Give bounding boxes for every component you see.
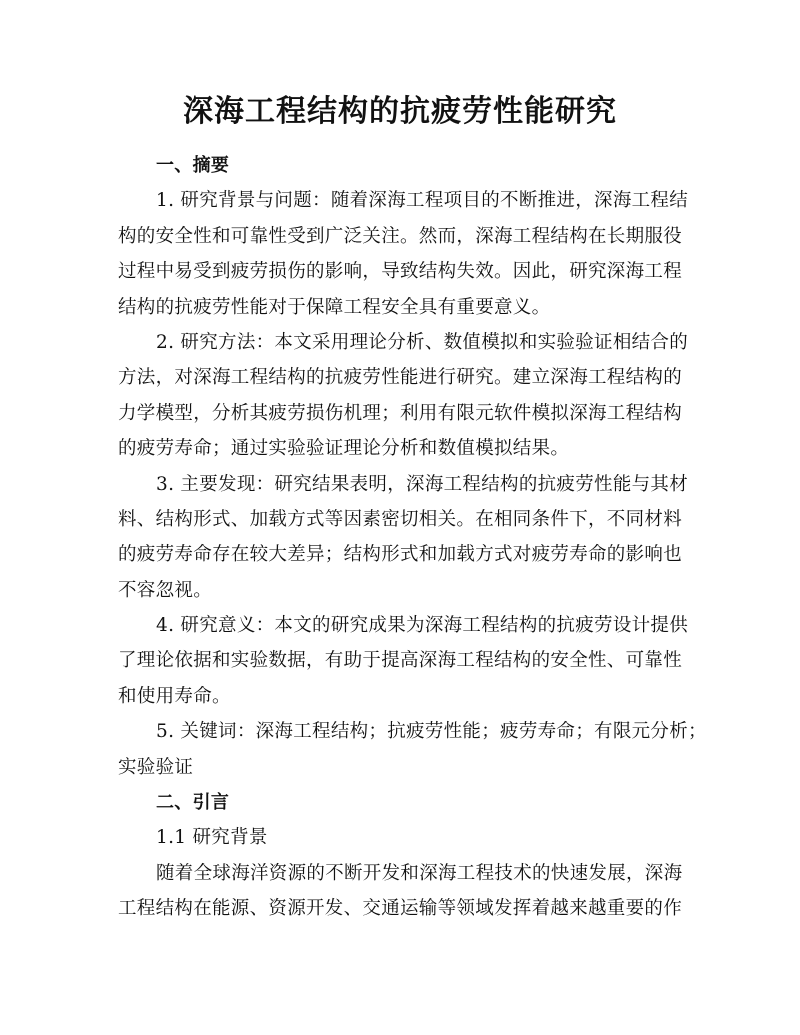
paragraph-line: 和使用寿命。: [118, 685, 231, 707]
paragraph-line: 5. 关键词：深海工程结构；抗疲劳性能；疲劳寿命；有限元分析；: [156, 721, 707, 743]
paragraph-line: 了理论依据和实验数据，有助于提高深海工程结构的安全性、可靠性: [118, 650, 683, 672]
subsection-heading: 1.1 研究背景: [156, 827, 268, 849]
paragraph-line: 实验验证: [118, 756, 194, 778]
paragraph-line: 1. 研究背景与问题：随着深海工程项目的不断推进，深海工程结: [156, 190, 689, 212]
section-heading-introduction: 二、引言: [156, 792, 230, 814]
paragraph-line: 力学模型，分析其疲劳损伤机理；利用有限元软件模拟深海工程结构: [118, 402, 683, 424]
section-heading-abstract: 一、摘要: [156, 155, 230, 176]
paragraph-line: 工程结构在能源、资源开发、交通运输等领域发挥着越来越重要的作: [118, 898, 683, 920]
paragraph-line: 方法，对深海工程结构的抗疲劳性能进行研究。建立深海工程结构的: [118, 367, 683, 389]
paragraph-line: 的疲劳寿命；通过实验验证理论分析和数值模拟结果。: [118, 438, 570, 460]
paragraph-line: 料、结构形式、加载方式等因素密切相关。在相同条件下，不同材料: [118, 508, 683, 530]
document-body: [118, 148, 707, 927]
paragraph-line: 结构的抗疲劳性能对于保障工程安全具有重要意义。: [118, 296, 551, 318]
paragraph-line: 构的安全性和可靠性受到广泛关注。然而，深海工程结构在长期服役: [118, 225, 683, 247]
paragraph-line: 3. 主要发现：研究结果表明，深海工程结构的抗疲劳性能与其材: [156, 473, 689, 495]
page-title: 深海工程结构的抗疲劳性能研究: [183, 94, 617, 129]
paragraph-line: 不容忽视。: [118, 579, 213, 601]
paragraph-line: 过程中易受到疲劳损伤的影响，导致结构失效。因此，研究深海工程: [118, 261, 683, 283]
paragraph-line: 的疲劳寿命存在较大差异；结构形式和加载方式对疲劳寿命的影响也: [118, 544, 683, 566]
paragraph-line: 随着全球海洋资源的不断开发和深海工程技术的快速发展，深海: [156, 862, 683, 884]
paragraph-line: 2. 研究方法：本文采用理论分析、数值模拟和实验验证相结合的: [156, 331, 689, 353]
paragraph-line: 4. 研究意义：本文的研究成果为深海工程结构的抗疲劳设计提供: [156, 615, 689, 637]
